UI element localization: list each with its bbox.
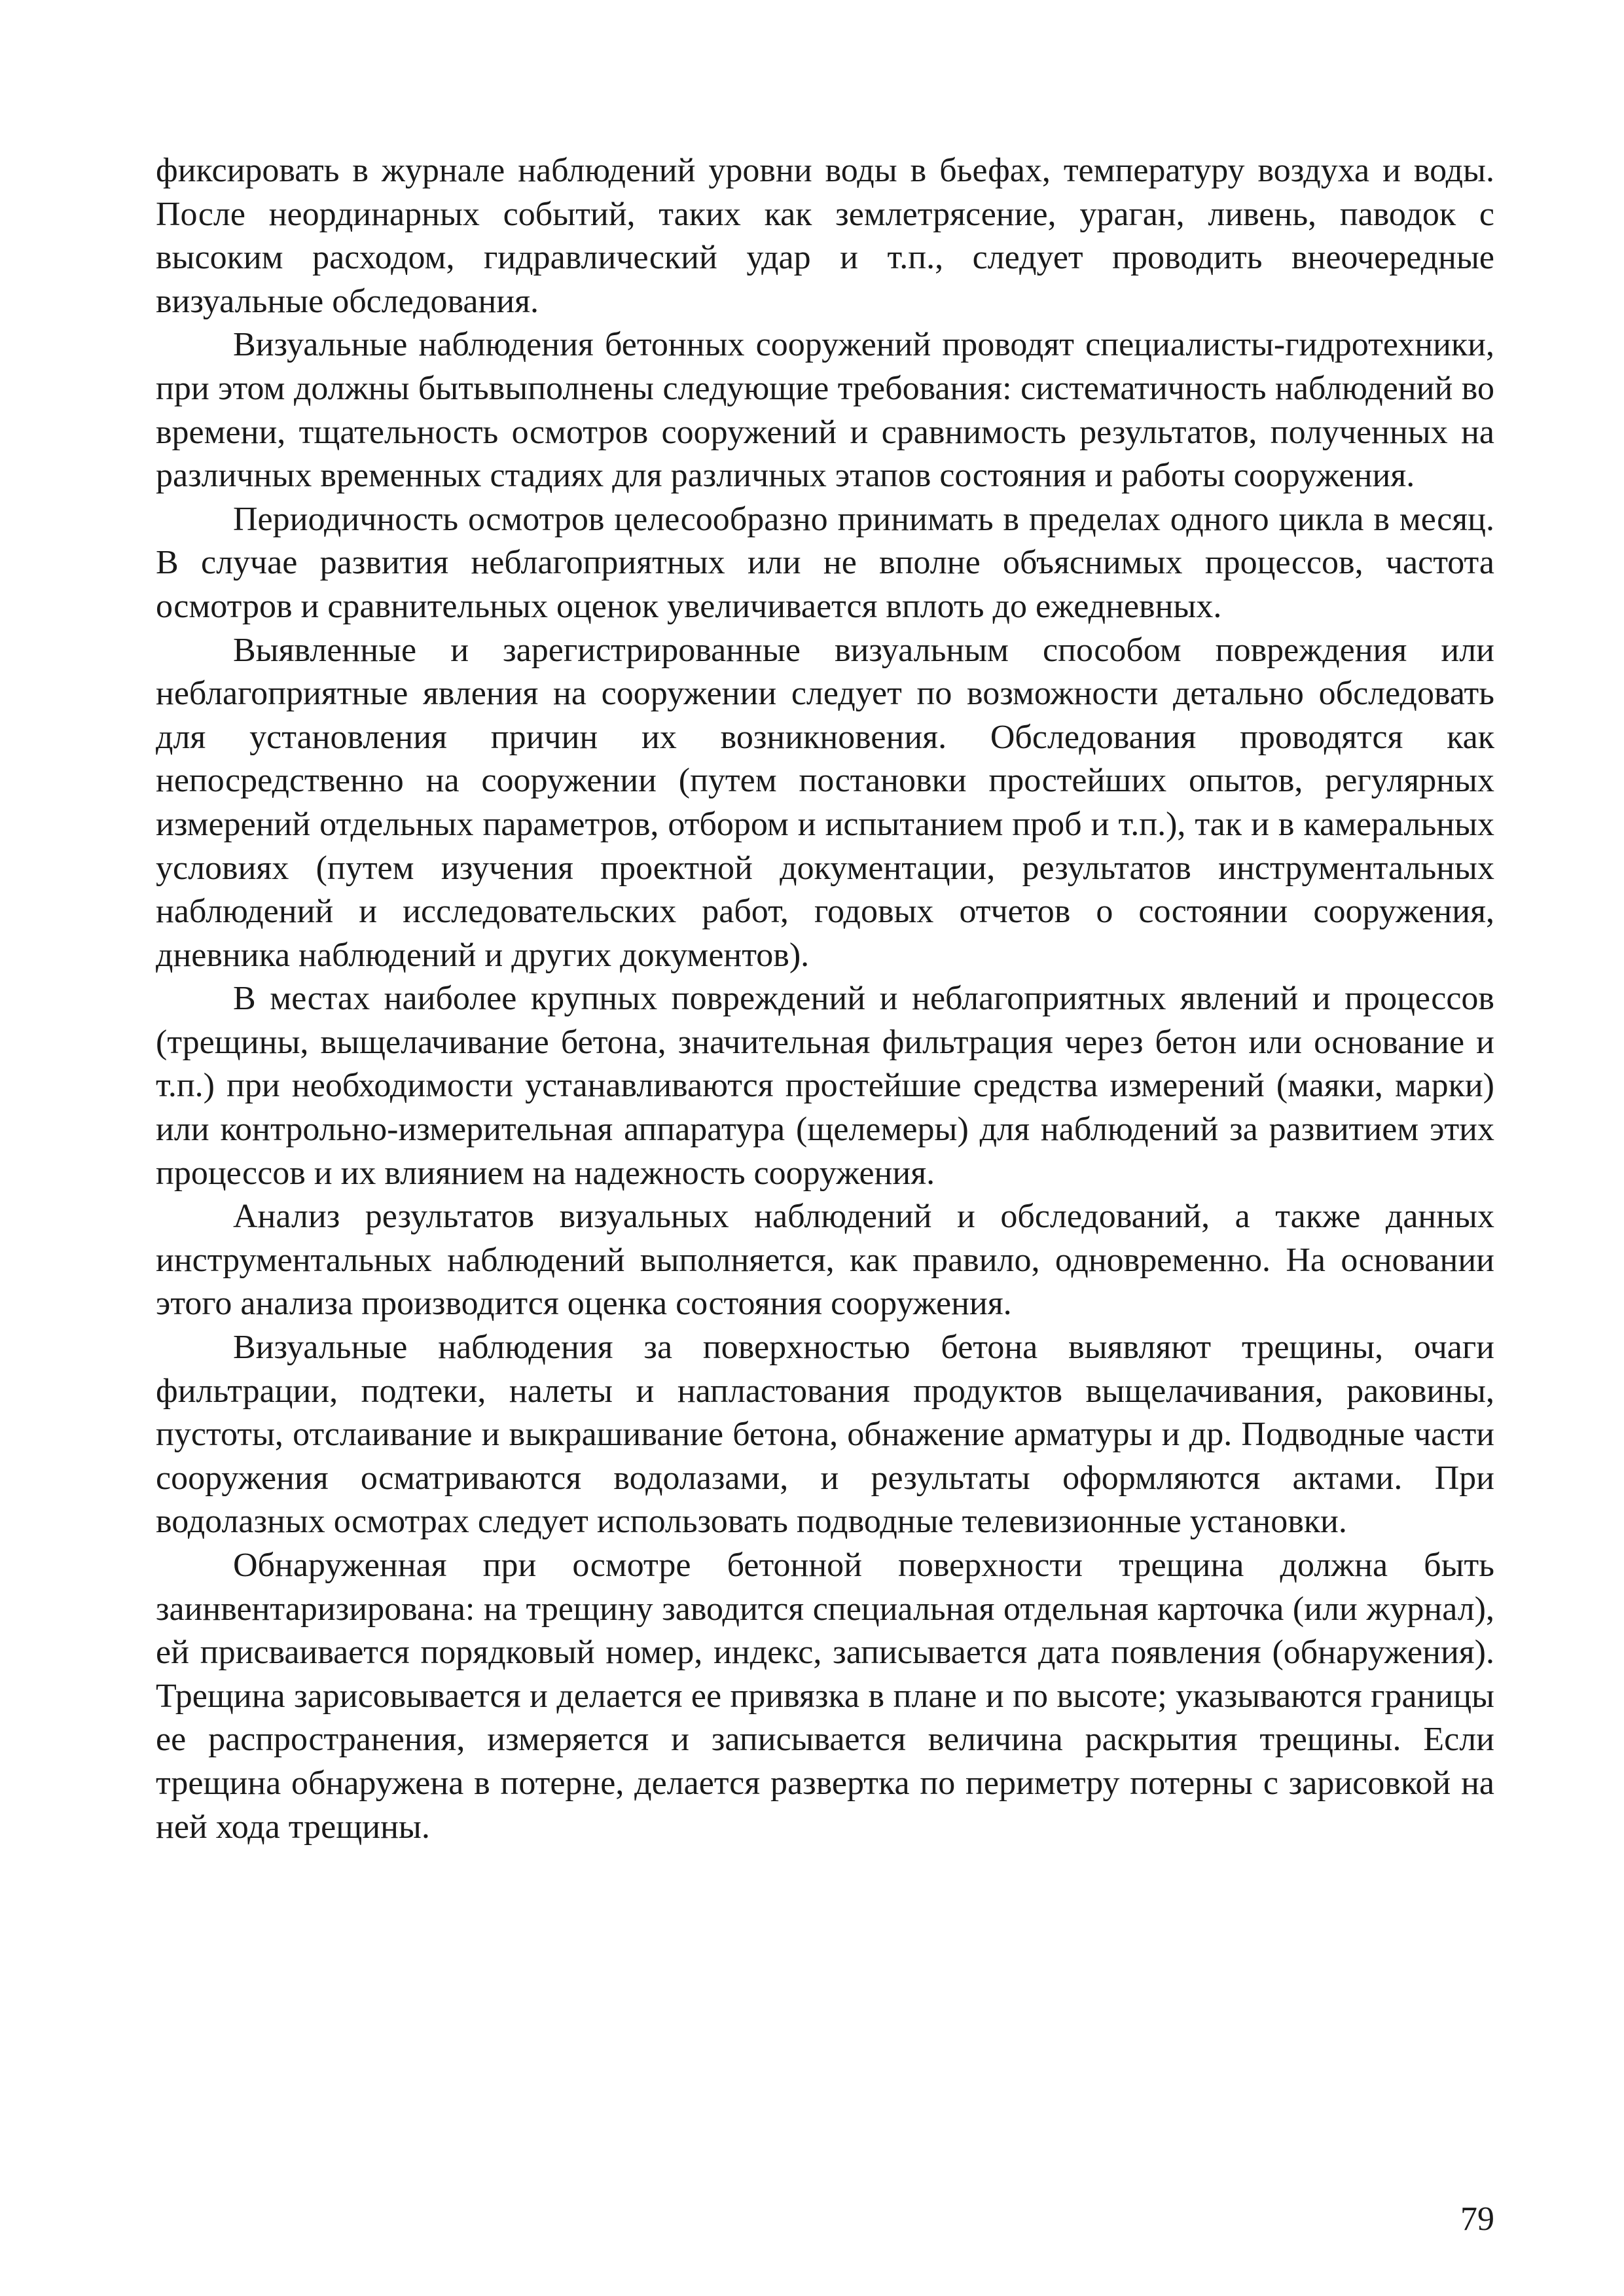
paragraph-4: Выявленные и зарегистрированные визуальным способом повреждения или неблагоприятные явления на сооружении следует по возможности детально обследовать для установления причин их возникновения. Обследования проводятся как непосредственно на сооружении (путем постановки простейших опытов, регулярных измерений отдельных параметров, отбором и испытанием проб и т.п.), так и в камеральных условиях (путем изучения проектной документации, результатов инструментальных наблюдений и исследовательских работ, годовых отчетов о состоянии сооружения, дневника наблюдений и других документов). bbox=[156, 631, 1494, 974]
paragraph-5: В местах наиболее крупных повреждений и неблагоприятных явлений и процессов (трещины, выщелачивание бетона, значительная фильтрация через бетон или основание и т.п.) при необходимости устанавливаются простейшие средства измерений (маяки, марки) или контрольно-измерительная аппаратура (щелемеры) для наблюдений за развитием этих процессов и их влиянием на надежность сооружения. bbox=[156, 980, 1494, 1192]
paragraph-6: Анализ результатов визуальных наблюдений и обследований, а также данных инструментальных наблюдений выполняется, как правило, одновременно. На основании этого анализа производится оценка состояния сооружения. bbox=[156, 1198, 1494, 1323]
paragraph-1: фиксировать в журнале наблюдений уровни воды в бьефах, температуру воздуха и воды. После неординарных событий, таких как землетрясение, ураган, ливень, паводок с высоким расходом, гидравлический удар и т.п., следует проводить внеочередные визуальные обследования. bbox=[156, 152, 1494, 320]
page-number: 79 bbox=[1460, 2200, 1494, 2238]
paragraph-8: Обнаруженная при осмотре бетонной поверхности трещина должна быть заинвентаризирована: на трещину заводится специальная отдельная карточка (или журнал), ей присваивается порядковый номер, индекс, записывается дата появления (обнаружения). Трещина зарисовывается и делается ее привязка в плане и по высоте; указываются границы ее распространения, измеряется и записывается величина раскрытия трещины. Если трещина обнаружена в потерне, делается развертка по периметру потерны с зарисовкой на ней хода трещины. bbox=[156, 1547, 1494, 1846]
paragraph-7: Визуальные наблюдения за поверхностью бетона выявляют трещины, очаги фильтрации, подтеки, налеты и напластования продуктов выщелачивания, раковины, пустоты, отслаивание и выкрашивание бетона, обнажение арматуры и др. Подводные части сооружения осматриваются водолазами, и результаты оформляются актами. При водолазных осмотрах следует использовать подводные телевизионные установки. bbox=[156, 1329, 1494, 1541]
paragraph-2: Визуальные наблюдения бетонных сооружений проводят специалисты-гидротехники, при этом должны бытьвыполнены следующие требования: систематичность наблюдений во времени, тщательность осмотров сооружений и сравнимость результатов, полученных на различных временных стадиях для различных этапов состояния и работы сооружения. bbox=[156, 326, 1494, 495]
body-text bbox=[156, 149, 1494, 1849]
paragraph-3: Периодичность осмотров целесообразно принимать в пределах одного цикла в месяц. В случае развития неблагоприятных или не вполне объяснимых процессов, частота осмотров и сравнительных оценок увеличивается вплоть до ежедневных. bbox=[156, 500, 1494, 625]
